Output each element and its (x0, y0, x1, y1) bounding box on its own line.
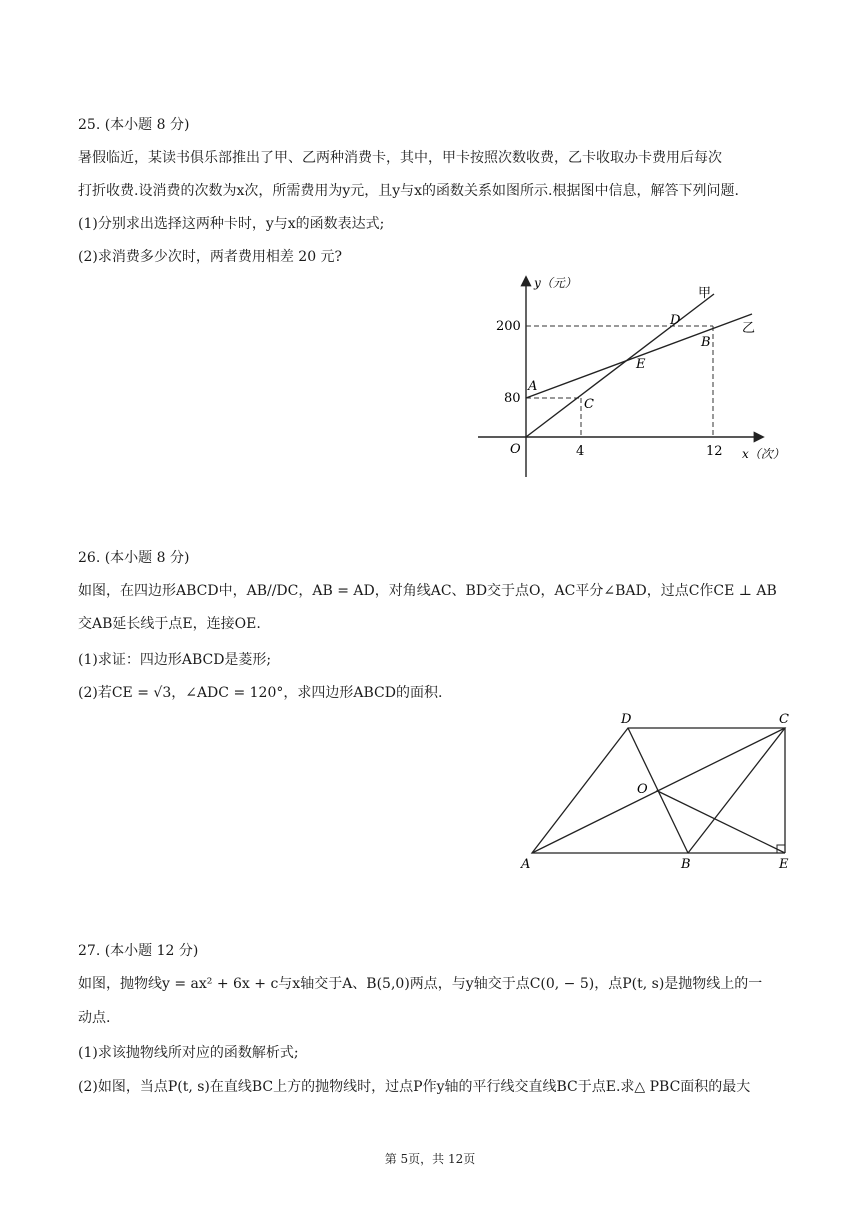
tick-200: 200 (496, 319, 521, 334)
line-yi (526, 314, 752, 398)
point-a-label: A (528, 379, 538, 394)
page-footer: 第 5页，共 12页 (384, 1152, 476, 1166)
q25-heading: 25. (本小题 8 分) (78, 117, 190, 133)
q27-paragraph-line-2: 动点. (78, 1010, 111, 1026)
point-d-label: D (670, 313, 681, 328)
tick-80: 80 (504, 391, 521, 406)
x-axis-label: x（次） (742, 447, 785, 461)
q25-subquestion-1: (1)分别求出选择这两种卡时，y与x的函数表达式; (78, 216, 385, 232)
segment-oe (657, 791, 786, 854)
q26-paragraph-line-2: 交AB延长线于点E，连接OE. (78, 616, 261, 632)
q26-subquestion-1: (1)求证：四边形ABCD是菱形; (78, 652, 272, 668)
point-c-label: C (584, 397, 594, 412)
point-b-label: B (681, 857, 691, 872)
q27-subquestion-1: (1)求该抛物线所对应的函数解析式; (78, 1045, 299, 1061)
q26-heading: 26. (本小题 8 分) (78, 550, 190, 566)
q26-rhombus-figure (515, 708, 800, 873)
q25-function-graph (470, 272, 800, 482)
point-a-label: A (521, 857, 531, 872)
tick-4: 4 (576, 444, 585, 459)
y-axis-label: y（元） (534, 276, 577, 290)
line-jia (526, 294, 714, 437)
line-jia-label: 甲 (698, 286, 712, 301)
line-yi-label: 乙 (742, 321, 756, 336)
q25-paragraph-line-1: 暑假临近，某读书俱乐部推出了甲、乙两种消费卡，其中，甲卡按照次数收费，乙卡收取办卡费用后每次 (78, 150, 722, 166)
point-c-label: C (779, 712, 789, 727)
q25-subquestion-2: (2)求消费多少次时，两者费用相差 20 元? (78, 249, 343, 265)
origin-label: O (510, 442, 521, 457)
point-o-label: O (637, 782, 648, 797)
q27-subquestion-2: (2)如图，当点P(t, s)在直线BC上方的抛物线时，过点P作y轴的平行线交直线BC于点E.求△ PBC面积的最大 (78, 1079, 751, 1095)
point-e-label: E (636, 357, 646, 372)
q26-paragraph-line-1: 如图，在四边形ABCD中，AB//DC，AB = AD，对角线AC、BD交于点O，AC平分∠BAD，过点C作CE ⊥ AB (78, 583, 777, 599)
q27-paragraph-line-1: 如图，抛物线y = ax² + 6x + c与x轴交于A、B(5,0)两点，与y轴交于点C(0, − 5)，点P(t, s)是抛物线上的一 (78, 976, 763, 992)
q26-subquestion-2: (2)若CE = √3，∠ADC = 120°，求四边形ABCD的面积. (78, 685, 443, 701)
q27-heading: 27. (本小题 12 分) (78, 943, 199, 959)
point-e-label: E (779, 857, 789, 872)
point-b-label: B (701, 335, 711, 350)
tick-12: 12 (706, 444, 723, 459)
q25-paragraph-line-2: 打折收费.设消费的次数为x次，所需费用为y元，且y与x的函数关系如图所示.根据图中信息，解答下列问题. (78, 183, 739, 199)
point-d-label: D (621, 712, 632, 727)
